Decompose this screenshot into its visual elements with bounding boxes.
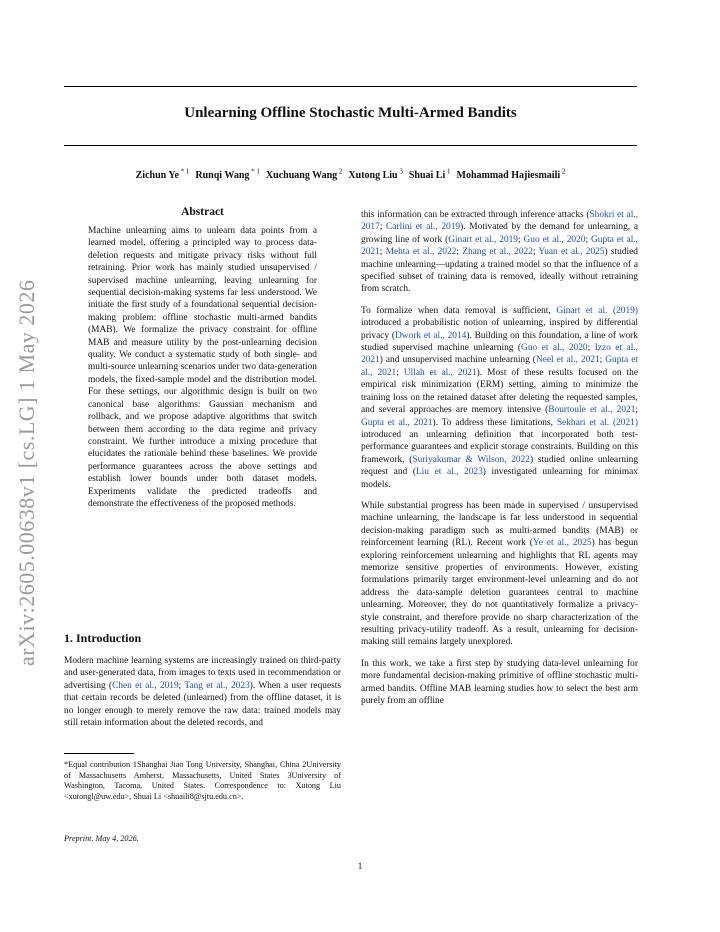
text-run: ). Motivated by the demand for unlearning, a growing line of work (	[361, 222, 638, 245]
body-paragraph	[361, 305, 638, 491]
citation-link[interactable]: Gupta et al., 2021	[361, 417, 433, 428]
citation-link[interactable]: Guo et al., 2020	[521, 343, 588, 354]
text-run: ;	[635, 405, 638, 416]
text-run: ;	[532, 247, 539, 258]
author-name: Xutong Liu $^3$	[348, 168, 403, 182]
text-run: ). To address these limitations,	[432, 417, 557, 428]
citation-link[interactable]: Bourtoule et al., 2021	[548, 405, 636, 416]
text-run: ;	[587, 343, 595, 354]
abstract-body	[88, 225, 317, 510]
section-heading-introduction: 1. Introduction	[64, 631, 142, 645]
text-run: ;	[585, 234, 591, 245]
citation-link[interactable]: Ginart et al., 2019	[448, 234, 518, 245]
citation-link[interactable]: Gupta et al., 2021	[361, 355, 638, 378]
citation-link[interactable]: Sekhari et al. (2021)	[556, 417, 638, 428]
text-run: ;	[517, 234, 524, 245]
text-run: ) studied online unlearning request and (	[361, 454, 639, 478]
text-run: introduced a probabilistic notion of unlearning, inspired by differential privacy (	[361, 318, 638, 341]
author-list	[64, 166, 637, 182]
citation-link[interactable]: Dwork et al., 2014	[395, 330, 467, 341]
right-column	[361, 209, 638, 707]
text-run: ;	[379, 247, 386, 258]
text-run: ). Building on this foundation, a line of work studied supervised machine unlearning (	[361, 330, 638, 354]
text-run: ) investigated unlearning for minimax models.	[361, 467, 638, 490]
text-run: ). Most of these results focused on the empirical risk minimization (ERM) setting, aiming to minimize the training loss on the retained dataset after deleting the requested samples, and several approaches are memory intensive (	[361, 367, 638, 416]
citation-link[interactable]: Yuan et al., 2025	[538, 247, 605, 258]
author-name: Mohammad Hajiesmaili $^2$	[456, 168, 566, 182]
body-paragraph	[361, 500, 638, 649]
text-run: In this work, we take a first step by studying data-level unlearning for more fundamental decision-making primitive of offline stochastic multi-armed bandits. Offline MAB learning studies how to select the best arm purely from an offline	[361, 658, 638, 707]
citation-link[interactable]: Carlini et al., 2019	[386, 222, 461, 233]
intro-left-column	[64, 655, 341, 729]
affiliation-mark: * 1	[249, 168, 260, 176]
text-run: ;	[396, 367, 404, 378]
citation-link[interactable]: Neel et al., 2021	[535, 355, 600, 366]
intro-paragraph	[64, 655, 341, 729]
citation-link[interactable]: Izzo et al., 2021	[361, 343, 638, 366]
affiliation-mark: 3	[397, 168, 403, 176]
footnote-rule	[64, 753, 134, 754]
affiliation-mark: 2	[560, 168, 566, 176]
text-run: ). When a user requests that certain records be deleted (unlearned) from the offline dataset, it is no longer enough to merely remove the raw data: trained models may still retain information about the deleted records, and	[64, 680, 342, 729]
text-run: Modern machine learning systems are increasingly trained on third-party and user-generated data, from images to texts used in recommendation or advertising (	[64, 656, 341, 691]
affiliation-mark: 1	[445, 168, 451, 176]
affiliation-footnote: *Equal contribution 1Shanghai Jiao Tong University, Shanghai, China 2University of Massachusetts Amherst, Massachusetts, United States 3University of Washington, Tacoma, United States. Correspondence to: Xutong Liu <xutongl@uw.edu>, Shuai Li <shuaili8@sjtu.edu.cn>.	[64, 760, 341, 801]
citation-link[interactable]: Ullah et al., 2021	[403, 367, 477, 378]
text-run: ;	[178, 680, 185, 691]
citation-link[interactable]: Shokri et al., 2017	[361, 210, 638, 233]
text-run: ;	[456, 247, 463, 258]
author-name: Shuai Li $^1$	[408, 168, 451, 182]
citation-link[interactable]: Mehta et al., 2022	[385, 247, 457, 258]
body-paragraph	[361, 209, 638, 296]
body-paragraph	[361, 658, 638, 708]
text-run: this information can be extracted through inference attacks (	[361, 210, 590, 220]
author-name: Runqi Wang $^{* 1}$	[195, 168, 260, 182]
author-name: Xuchuang Wang $^2$	[265, 168, 343, 182]
title-rule-top	[64, 86, 637, 87]
citation-link[interactable]: Gupta et al., 2021	[361, 234, 638, 258]
citation-link[interactable]: Liu et al., 2023	[415, 467, 483, 478]
paper-title: Unlearning Offline Stochastic Multi-Armed Bandits	[184, 105, 517, 121]
text-run: To formalize when data removal is sufficient,	[361, 305, 557, 316]
arxiv-identifier-stamp: arXiv:2605.00638v1 [cs.LG] 1 May 2026	[14, 279, 39, 666]
citation-link[interactable]: Suriyakumar & Wilson, 2022	[412, 454, 530, 465]
text-run: ) has begun exploring reinforcement unlearning and highlights that RL agents may memorize sensitive properties of environments. However, existing formulations primarily target environment-level unlearning and do not address the data-sample deletion guarantees central to machine unlearning. Moreover, they do not quantitatively formalize a privacy-style constraint, and therefore provide no sharp characterization of the resulting privacy-utility tradeoff. As a result, unlearning for decision-making still remains largely unexplored.	[361, 538, 638, 648]
author-name: Zichun Ye $^{* 1}$	[135, 168, 190, 182]
text-run: ;	[379, 222, 387, 233]
text-run: ) studied machine unlearning—updating a trained model so that the influence of a specified subset of training data is removed, ideally without retraining from scratch.	[361, 247, 638, 295]
citation-link[interactable]: Ye et al., 2025	[532, 538, 592, 549]
title-rule-bottom	[64, 145, 637, 146]
page-number: 1	[357, 862, 363, 872]
preprint-date: Preprint. May 4, 2026.	[64, 834, 139, 843]
citation-link[interactable]: Ginart et al. (2019)	[556, 305, 638, 316]
citation-link[interactable]: Tang et al., 2023	[184, 680, 250, 691]
text-run: ) and unsupervised machine unlearning (	[379, 355, 536, 366]
abstract-text: Machine unlearning aims to unlearn data points from a learned model, offering a principled way to process data-deletion requests and mitigate privacy risks without full retraining. Prior work has mainly studied unsupervised / supervised machine unlearning, leaving unlearning for sequential decision-making systems far less understood. We initiate the first study of a foundational sequential decision-making problem: offline stochastic multi-armed bandits (MAB). We formalize the privacy constraint for offline MAB and measure utility by the post-unlearning decision quality. We conduct a systematic study of both single- and multi-source unlearning scenarios under two data-generation models, the fixed-sample model and the distribution model. For these settings, our algorithmic design is built on two canonical base algorithms: Gaussian mechanism and rollback, and we propose adaptive algorithms that switch between them according to the data regime and privacy constraint. We further introduce a mixing procedure that elucidates the rationale behind these baselines. We provide performance guarantees across the above settings and establish lower bounds under both dataset models. Experiments validate the predicted tradeoffs and demonstrate the effectiveness of the proposed methods.	[88, 226, 317, 509]
abstract-heading: Abstract	[181, 206, 224, 218]
affiliation-mark: * 1	[178, 168, 190, 176]
text-run: While substantial progress has been made in supervised / unsupervised machine unlearning, the landscape is far less understood in sequential decision-making paradigm such as multi-armed bandits (MAB) or reinforcement learning (RL). Recent work (	[361, 500, 638, 549]
text-run: ;	[599, 355, 606, 366]
affiliation-mark: 2	[337, 168, 343, 176]
citation-link[interactable]: Chen et al., 2019	[112, 680, 179, 691]
text-run: introduced an unlearning definition that incorporated both test-performance guarantees and explicit storage constraints. Building on this framework, (	[361, 429, 638, 465]
citation-link[interactable]: Zhang et al., 2022	[462, 247, 533, 258]
citation-link[interactable]: Guo et al., 2020	[523, 234, 586, 245]
